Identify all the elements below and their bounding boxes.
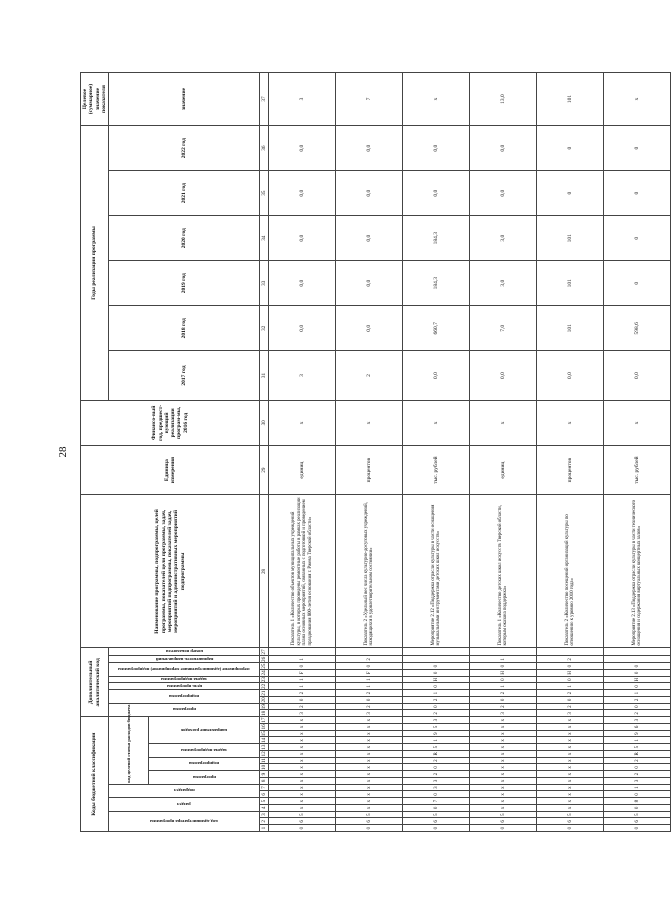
code-cell: 3 (604, 717, 671, 724)
code-cell: х (537, 778, 604, 785)
table-row (403, 73, 470, 832)
code-cell: 6 (604, 724, 671, 731)
row-year-value: 0,0 (470, 171, 537, 216)
code-cell: 2 (604, 757, 671, 764)
column-number: 16 (261, 724, 268, 730)
code-cell (269, 648, 336, 656)
code-cell: 2 (336, 703, 403, 710)
code-cell: х (336, 751, 403, 758)
column-number: 23 (261, 677, 268, 683)
code-cell: 3 (604, 778, 671, 785)
header-2020: 2020 год (109, 216, 260, 261)
row-year-value: 101 (537, 216, 604, 261)
code-cell (604, 648, 671, 656)
row-year-value: 0,0 (604, 351, 671, 401)
code-cell: 2 (604, 696, 671, 703)
row-year-value: 0,0 (470, 126, 537, 171)
header-cs-group: код целевой статьи расходов бюджета (109, 717, 149, 785)
code-cell: х (336, 784, 403, 791)
row-unit: тыс. рублей (604, 445, 671, 495)
column-number: 36 (260, 126, 269, 171)
row-name: Показатель 2 «Удельный вес числа культурно-досуговых учреждений, находящихся в удовлетворительном состоянии» (336, 495, 403, 648)
row-unit: процентов (336, 445, 403, 495)
column-number: 24 (261, 670, 268, 676)
code-cell: х (269, 791, 336, 798)
row-target: 7 (336, 73, 403, 126)
code-cell: 0 (336, 663, 403, 670)
code-cell: 2 (269, 703, 336, 710)
column-number: 31 (260, 351, 269, 401)
column-number: 4 (260, 805, 269, 812)
code-cell: 1 (470, 683, 537, 690)
row-fin: х (537, 400, 604, 445)
row-fin: х (403, 400, 470, 445)
column-number: 27 (261, 649, 268, 655)
code-cell: 1 (269, 683, 336, 690)
column-number: 22 (261, 683, 268, 689)
code-cell: х (537, 798, 604, 805)
row-year-value: 0 (537, 171, 604, 216)
row-year-value: 3 (269, 351, 336, 401)
code-cell: х (537, 757, 604, 764)
code-cell: х (269, 771, 336, 778)
code-cell: х (336, 757, 403, 764)
code-cell: 9 (403, 730, 470, 737)
code-cell: 0 (470, 696, 537, 703)
code-cell: 0 (403, 683, 470, 690)
row-fin: х (604, 400, 671, 445)
code-cell: 0 (403, 764, 470, 771)
header-admin-code: код администратора программы (150, 818, 219, 824)
code-cell: F (336, 669, 403, 676)
row-year-value: 3,0 (470, 261, 537, 306)
column-number: 26 (261, 656, 268, 662)
column-number: 32 (260, 306, 269, 351)
row-year-value: 0,0 (336, 126, 403, 171)
column-number: 9 (260, 771, 269, 778)
code-cell: х (470, 778, 537, 785)
code-cell: 2 (604, 771, 671, 778)
code-cell: R (403, 751, 470, 758)
code-cell: 6 (470, 818, 537, 825)
code-cell (537, 648, 604, 656)
row-name: Показатель 1 «Количество детских школ искусств Тверской области, которым оказана поддержка» (470, 495, 537, 648)
column-number: 8 (260, 778, 269, 785)
column-number: 15 (261, 731, 268, 737)
code-cell: 2 (537, 703, 604, 710)
code-cell: 5 (336, 811, 403, 818)
code-cell: R (604, 751, 671, 758)
code-cell: 0 (604, 764, 671, 771)
code-cell: х (336, 791, 403, 798)
header-fin-year: Финансо-вый год, предшест-вующий реализации програм-мы, 2016 год (81, 400, 260, 445)
row-year-value: 0 (537, 126, 604, 171)
code-cell: х (537, 744, 604, 751)
code-cell: 6 (336, 818, 403, 825)
code-cell: 1 (604, 690, 671, 697)
code-cell: 0 (604, 791, 671, 798)
code-cell: х (336, 744, 403, 751)
row-year-value: 7,0 (470, 306, 537, 351)
code-cell (403, 648, 470, 656)
code-cell: 0 (403, 825, 470, 832)
code-cell: Н (403, 676, 470, 683)
code-cell: 2 (403, 771, 470, 778)
row-year-value: 0,0 (269, 216, 336, 261)
table-body (269, 73, 671, 832)
code-cell: 5 (269, 811, 336, 818)
code-cell: 3 (269, 710, 336, 717)
code-cell: х (470, 757, 537, 764)
column-number: 1 (260, 825, 269, 832)
column-numbers-row (260, 73, 269, 832)
code-cell: х (336, 798, 403, 805)
code-cell: х (537, 764, 604, 771)
column-number: 28 (260, 495, 269, 648)
row-unit: единиц (269, 445, 336, 495)
row-target: 13,0 (470, 73, 537, 126)
row-year-value: 184,3 (403, 216, 470, 261)
code-cell: х (269, 757, 336, 764)
row-target: 3 (269, 73, 336, 126)
code-cell (403, 656, 470, 663)
code-cell: 1 (604, 737, 671, 744)
code-cell: 0 (604, 663, 671, 670)
rotated-table-container (80, 72, 643, 832)
code-cell: х (269, 764, 336, 771)
row-year-value: 0,0 (269, 306, 336, 351)
code-cell: х (470, 784, 537, 791)
row-year-value: 0 (604, 261, 671, 306)
header-2022: 2022 год (109, 126, 260, 171)
code-cell: 9 (604, 730, 671, 737)
row-year-value: 3,0 (470, 216, 537, 261)
code-cell: 0 (537, 825, 604, 832)
column-number: 29 (260, 445, 269, 495)
code-cell: 2 (403, 710, 470, 717)
header-2019: 2019 год (109, 261, 260, 306)
code-cell: 0 (403, 663, 470, 670)
code-cell: х (470, 751, 537, 758)
code-cell: 0 (604, 669, 671, 676)
column-number: 10 (261, 764, 268, 770)
code-cell: 0 (470, 825, 537, 832)
code-cell: 3 (336, 710, 403, 717)
column-number: 7 (260, 784, 269, 791)
column-number: 37 (260, 73, 269, 126)
code-cell: х (269, 778, 336, 785)
row-year-value: 0,0 (269, 126, 336, 171)
column-number: 3 (260, 811, 269, 818)
code-cell: 2 (336, 690, 403, 697)
code-cell: 3 (403, 784, 470, 791)
code-cell: х (537, 791, 604, 798)
header-2018: 2018 год (109, 306, 260, 351)
column-number: 21 (261, 690, 268, 696)
code-cell: 0 (604, 805, 671, 812)
header-2017: 2017 год (109, 351, 260, 401)
table-row (537, 73, 604, 832)
code-cell: 3 (403, 717, 470, 724)
code-cell: х (269, 724, 336, 731)
code-cell: Н (537, 669, 604, 676)
code-cell: 5 (470, 811, 537, 818)
row-year-value: 0,0 (336, 261, 403, 306)
column-number: 34 (260, 216, 269, 261)
column-number: 19 (261, 704, 268, 710)
code-cell: 5 (403, 744, 470, 751)
code-cell: х (470, 730, 537, 737)
code-cell: 1 (604, 784, 671, 791)
code-cell: 2 (470, 703, 537, 710)
code-cell: х (336, 724, 403, 731)
code-cell: 3 (470, 710, 537, 717)
row-fin: х (336, 400, 403, 445)
code-cell: 1 (336, 683, 403, 690)
row-fin: х (269, 400, 336, 445)
column-number: 20 (261, 697, 268, 703)
code-cell: х (537, 784, 604, 791)
row-target: х (604, 73, 671, 126)
header-a-nomer: номер показателя (165, 649, 203, 655)
code-cell: 0 (336, 696, 403, 703)
header-programma: программа (192, 775, 216, 780)
code-cell: 5 (537, 811, 604, 818)
code-cell: 0 (403, 703, 470, 710)
row-name: Показатель 1 «Количество объектов муниципальных учреждений культуры, в которых проведены ремонтные работы в рамках реализации плана основных мероприятий, связанных с подготовкой и проведением празднования 800-летия основания г. Ржева Тверской области» (269, 495, 336, 648)
code-cell: 6 (403, 818, 470, 825)
code-cell: 5 (403, 811, 470, 818)
header-budget-codes: Коды бюджетной классификации (81, 717, 109, 832)
code-cell: х (470, 798, 537, 805)
row-year-value: 0,0 (537, 351, 604, 401)
code-cell: х (269, 744, 336, 751)
code-cell: х (470, 771, 537, 778)
column-number: 13 (261, 744, 268, 750)
row-year-value: 101 (537, 306, 604, 351)
column-number: 18 (261, 710, 268, 716)
code-cell: 2 (403, 696, 470, 703)
code-cell: х (470, 724, 537, 731)
code-cell: 2 (336, 656, 403, 663)
code-cell: х (269, 737, 336, 744)
code-cell: х (336, 778, 403, 785)
code-cell: 0 (403, 669, 470, 676)
code-cell: 3 (537, 710, 604, 717)
code-cell: х (537, 751, 604, 758)
code-cell: 0 (336, 825, 403, 832)
table-row (269, 73, 336, 832)
code-cell: 0 (403, 791, 470, 798)
header-napr-rashodov: направление расходов (181, 727, 228, 733)
header-a-zadacha: задача подпрограммы (161, 677, 208, 683)
row-fin: х (470, 400, 537, 445)
code-cell: 1 (537, 683, 604, 690)
code-cell: 6 (604, 818, 671, 825)
code-cell: х (470, 744, 537, 751)
code-cell: 0 (470, 663, 537, 670)
row-unit: процентов (537, 445, 604, 495)
code-cell: 5 (604, 744, 671, 751)
column-number: 14 (261, 737, 268, 743)
header-target-value: значение (109, 73, 260, 126)
code-cell: 0 (403, 805, 470, 812)
code-cell: 0 (269, 663, 336, 670)
code-cell: х (537, 724, 604, 731)
code-cell: 1 (403, 690, 470, 697)
code-cell: х (537, 805, 604, 812)
column-number: 11 (261, 758, 268, 764)
row-year-value: 0,0 (269, 261, 336, 306)
row-year-value: 0,0 (403, 126, 470, 171)
table-row (470, 73, 537, 832)
code-cell: 1 (269, 676, 336, 683)
row-year-value: 0 (604, 216, 671, 261)
code-cell: 0 (269, 825, 336, 832)
code-cell: х (470, 764, 537, 771)
code-cell (604, 656, 671, 663)
code-cell: 0 (269, 696, 336, 703)
code-cell: F (269, 669, 336, 676)
code-cell: Н (604, 676, 671, 683)
row-year-value: 0,0 (403, 351, 470, 401)
code-cell: х (470, 737, 537, 744)
code-cell: 3 (403, 778, 470, 785)
code-cell: 6 (269, 818, 336, 825)
code-cell: х (269, 717, 336, 724)
table-row (336, 73, 403, 832)
code-cell: 5 (604, 811, 671, 818)
header-a-programma: программа (172, 707, 196, 713)
row-year-value: 0,0 (336, 171, 403, 216)
code-cell: х (537, 771, 604, 778)
header-a-cel: цель программы (166, 683, 202, 689)
row-year-value: 184,3 (403, 261, 470, 306)
row-year-value: 2 (336, 351, 403, 401)
header-podrazdel: подраздел (173, 788, 195, 794)
header-name: Наименование программы, подпрограммы, целей программы, показателей цели программы, задач, мероприятий подпрограммы, показателей задач, мероприятий и административных мероприятий подпрограммы (81, 495, 260, 648)
row-year-value: 0 (604, 171, 671, 216)
code-cell: 2 (269, 690, 336, 697)
code-cell: 0 (537, 696, 604, 703)
code-cell: х (269, 730, 336, 737)
row-name: Мероприятие 2.12 «Поддержка отрасли культуры в части оснащения музыкальными инструментами детских школ искусств» (403, 495, 470, 648)
row-year-value: 101 (537, 261, 604, 306)
row-unit: тыс. рублей (403, 445, 470, 495)
row-year-value: 0,0 (403, 171, 470, 216)
row-name: Показатель 2 «Количество посещений организаций культуры по отношению к уровню 2010 года» (537, 495, 604, 648)
code-cell: 1 (269, 656, 336, 663)
row-target: 101 (537, 73, 604, 126)
code-cell: 5 (403, 724, 470, 731)
row-name: Мероприятие 2.13 «Поддержка отрасли культуры в части технического оснащения и содержания виртуальных концертных залов» (604, 495, 671, 648)
column-number: 30 (260, 400, 269, 445)
code-cell: х (336, 764, 403, 771)
code-cell: 1 (403, 737, 470, 744)
code-cell: х (336, 730, 403, 737)
header-podprogramma: подпрограмма (189, 761, 220, 767)
header-a-meropr: мероприятие (административное мероприятие) подпрограммы (118, 666, 251, 672)
code-cell: х (269, 784, 336, 791)
header-a-podprogramma: подпрограмма (169, 693, 200, 699)
code-cell: 7 (403, 798, 470, 805)
code-cell: 6 (537, 818, 604, 825)
code-cell: 2 (604, 710, 671, 717)
table-row (604, 73, 671, 832)
code-cell: х (537, 717, 604, 724)
code-cell: 0 (537, 663, 604, 670)
code-cell: 0 (537, 676, 604, 683)
header-2021: 2021 год (109, 171, 260, 216)
program-indicators-table (80, 72, 671, 832)
row-year-value: 0,0 (470, 351, 537, 401)
code-cell: 2 (537, 690, 604, 697)
code-cell: 0 (470, 676, 537, 683)
code-cell: 1 (470, 656, 537, 663)
row-year-value: 660,7 (403, 306, 470, 351)
code-cell: 0 (604, 683, 671, 690)
column-number: 35 (260, 171, 269, 216)
code-cell: 2 (537, 656, 604, 663)
column-number: 33 (260, 261, 269, 306)
code-cell: х (470, 791, 537, 798)
header-target: Целевое (суммарное) значение показателя (81, 73, 109, 126)
column-number: 2 (260, 818, 269, 825)
header-years: Годы реализации программы (81, 126, 109, 401)
row-unit: единиц (470, 445, 537, 495)
code-cell: х (470, 805, 537, 812)
row-target: х (403, 73, 470, 126)
code-cell: 8 (604, 798, 671, 805)
header-razdel: раздел (177, 802, 192, 807)
code-cell (470, 648, 537, 656)
code-cell: х (470, 717, 537, 724)
header-analytic-code: Дополнительный аналитический код (81, 648, 109, 717)
code-cell: 1 (336, 676, 403, 683)
code-cell: х (537, 737, 604, 744)
code-cell: 0 (604, 703, 671, 710)
code-cell: х (336, 717, 403, 724)
row-year-value: 0 (604, 126, 671, 171)
code-cell: х (537, 730, 604, 737)
row-year-value: 0,0 (336, 216, 403, 261)
code-cell: х (269, 751, 336, 758)
column-number: 17 (261, 717, 268, 723)
header-a-variant: вариантность направлений (155, 656, 213, 662)
row-year-value: 0,0 (269, 171, 336, 216)
column-number: 6 (260, 791, 269, 798)
code-cell: х (336, 737, 403, 744)
code-cell: х (336, 771, 403, 778)
code-cell: Н (470, 669, 537, 676)
header-zadacha-podprog: задача подпрограммы (181, 748, 228, 753)
row-year-value: 0,0 (336, 306, 403, 351)
code-cell: х (269, 805, 336, 812)
header-unit: Единица измерения (81, 445, 260, 495)
code-cell: 2 (403, 757, 470, 764)
code-cell: х (269, 798, 336, 805)
code-cell: 2 (470, 690, 537, 697)
code-cell: х (336, 805, 403, 812)
row-year-value: 598,6 (604, 306, 671, 351)
column-number: 25 (261, 663, 268, 669)
page-number: 28 (57, 446, 69, 458)
code-cell (336, 648, 403, 656)
code-cell: 0 (604, 825, 671, 832)
column-number: 12 (261, 751, 268, 757)
column-number: 5 (260, 798, 269, 805)
